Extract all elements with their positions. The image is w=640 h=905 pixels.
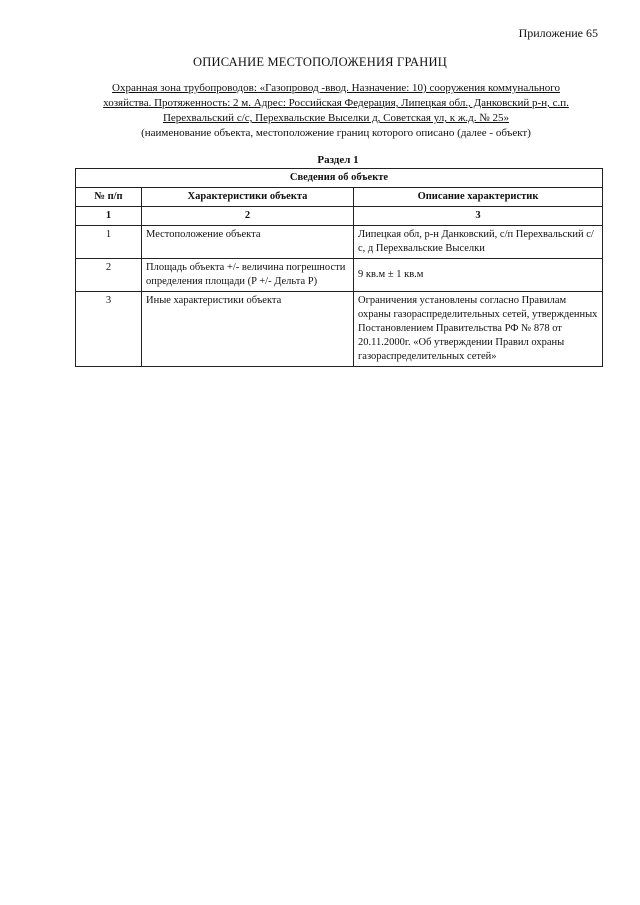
column-number: 3 (354, 207, 603, 226)
header-description: Описание характеристик (354, 188, 603, 207)
column-number: 2 (142, 207, 354, 226)
row-number: 1 (76, 226, 142, 259)
row-number: 3 (76, 292, 142, 367)
table-caption: Сведения об объекте (76, 169, 603, 188)
header-number: № п/п (76, 188, 142, 207)
table-row (76, 259, 603, 292)
page-title: ОПИСАНИЕ МЕСТОПОЛОЖЕНИЯ ГРАНИЦ (193, 55, 447, 69)
row-description: 9 кв.м ± 1 кв.м (354, 259, 603, 292)
object-line-2: хозяйства. Протяженность: 2 м. Адрес: Российская Федерация, Липецкая обл., Данковский р-н, с.п. (103, 97, 569, 109)
table-row (76, 292, 603, 367)
row-description: Липецкая обл, р-н Данковский, с/п Перехвальский с/с, д Перехвальские Выселки (354, 226, 603, 259)
table-header-row (76, 188, 603, 207)
row-description: Ограничения установлены согласно Правилам охраны газораспределительных сетей, утвержденных Постановлением Правительства РФ № 878 от 20.11.2000г. «Об утверждении Правил охраны газораспределительных сетей» (354, 292, 603, 367)
object-line-1: Охранная зона трубопроводов: «Газопровод -ввод. Назначение: 10) сооружения коммунального (112, 82, 560, 94)
row-characteristic: Площадь объекта +/- величина погрешности определения площади (P +/- Дельта P) (142, 259, 354, 292)
object-line-3: Перехвальский с/с, Перехвальские Выселки д, Советская ул, к ж.д. № 25» (162, 112, 510, 124)
column-number: 1 (76, 207, 142, 226)
object-caption: (наименование объекта, местоположение границ которого описано (далее - объект) (141, 127, 531, 139)
row-number: 2 (76, 259, 142, 292)
header-characteristic: Характеристики объекта (142, 188, 354, 207)
table-caption-row (76, 169, 603, 188)
row-characteristic: Местоположение объекта (142, 226, 354, 259)
row-characteristic: Иные характеристики объекта (142, 292, 354, 367)
appendix-label: Приложение 65 (518, 26, 598, 40)
section-heading: Раздел 1 (317, 154, 359, 166)
column-number-row (76, 207, 603, 226)
object-info-table (75, 168, 603, 367)
object-description (86, 81, 586, 141)
table-row (76, 226, 603, 259)
